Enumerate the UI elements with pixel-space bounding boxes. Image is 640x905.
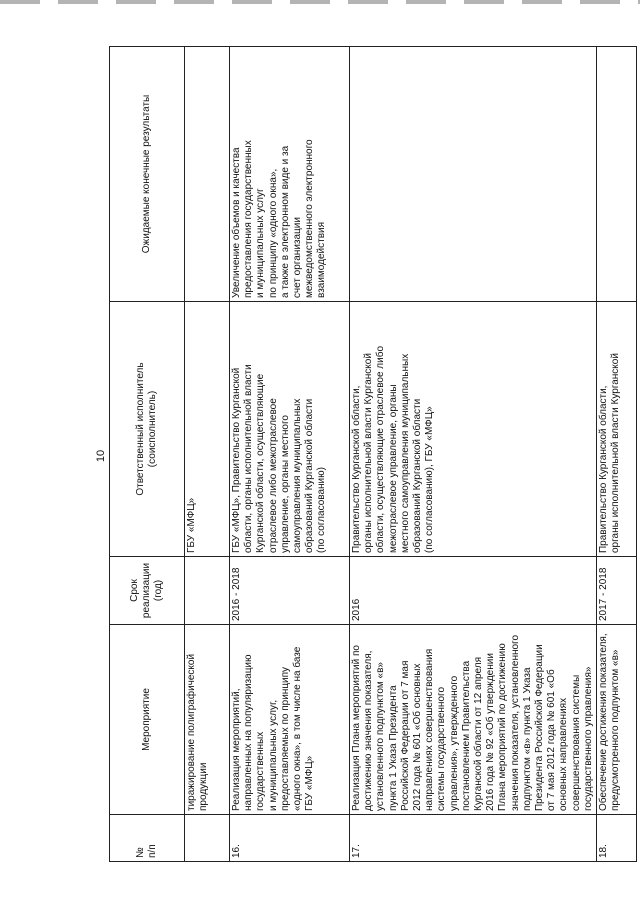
header-results: Ожидаемые конечные результаты (110, 47, 185, 302)
table-row (230, 47, 350, 862)
header-executor: Ответственный исполнитель (соисполнитель) (110, 302, 185, 557)
row-term: 2016 (350, 557, 597, 625)
row-term (185, 557, 230, 625)
row-executor: ГБУ «МФЦ» (185, 302, 230, 557)
row-event: Реализация мероприятий, направленных на популяризацию государственных и муниципальных услуг, предоставляемых по принципу «одного окна», в том числе на базе ГБУ «МФЦ» (230, 625, 350, 815)
row-results: Увеличение объемов и качества предоставления государственных и муниципальных услуг по принципу «одного окна», а также в электронном виде и за счет организации межведомственного электронного взаимодействия (230, 47, 350, 302)
row-event: Реализация Плана мероприятий по достижению значения показателя, установленного подпунктом «в» пункта 1 Указа Президента Российской Федерации от 7 мая 2012 года № 601 «Об основных направлениях совершенствования системы государственного управления», утвержденного постановлением Правительства Курганской области от 12 апреля 2016 года № 92 «Об утверждении Плана мероприятий по достижению значения показателя, установленного подпунктом «в» пункта 1 Указа Президента Российской Федерации от 7 мая 2012 года № 601 «Об основных направлениях совершенствования системы государственного управления» (350, 625, 597, 815)
measures-table (109, 46, 637, 862)
table-row (350, 47, 597, 862)
row-num (185, 815, 230, 862)
row-event: тиражирование полиграфической продукции (185, 625, 230, 815)
row-num: 17. (350, 815, 597, 862)
row-term: 2017 - 2018 (597, 557, 637, 625)
rotated-page-content (109, 47, 622, 862)
row-num: 16. (230, 815, 350, 862)
page-number: 10 (95, 449, 107, 463)
header-row (110, 47, 185, 862)
row-event: Обеспечение достижения показателя, предусмотренного подпунктом «в» (597, 625, 637, 815)
header-event: Мероприятие (110, 625, 185, 815)
scan-edge-line (0, 0, 640, 4)
row-results (597, 47, 637, 302)
row-term: 2016 - 2018 (230, 557, 350, 625)
row-executor: Правительство Курганской области, органы исполнительной власти Курганской области, осуществляющие отраслевое либо межотраслевое управление, органы местного самоуправления муниципальных образований Курганской области (по согласованию), ГБУ «МФЦ» (350, 302, 597, 557)
header-num: № п/п (110, 815, 185, 862)
row-results (350, 47, 597, 302)
table-row (597, 47, 637, 862)
row-executor: ГБУ «МФЦ», Правительство Курганской области, органы исполнительной власти Курганской области, осуществляющие отраслевое либо межотраслевое управление, органы местного самоуправления муниципальных образований Курганской области (по согласованию) (230, 302, 350, 557)
row-executor: Правительство Курганской области, органы исполнительной власти Курганской (597, 302, 637, 557)
header-term: Срок реализации (год) (110, 557, 185, 625)
row-results (185, 47, 230, 302)
row-num: 18. (597, 815, 637, 862)
table-row (185, 47, 230, 862)
